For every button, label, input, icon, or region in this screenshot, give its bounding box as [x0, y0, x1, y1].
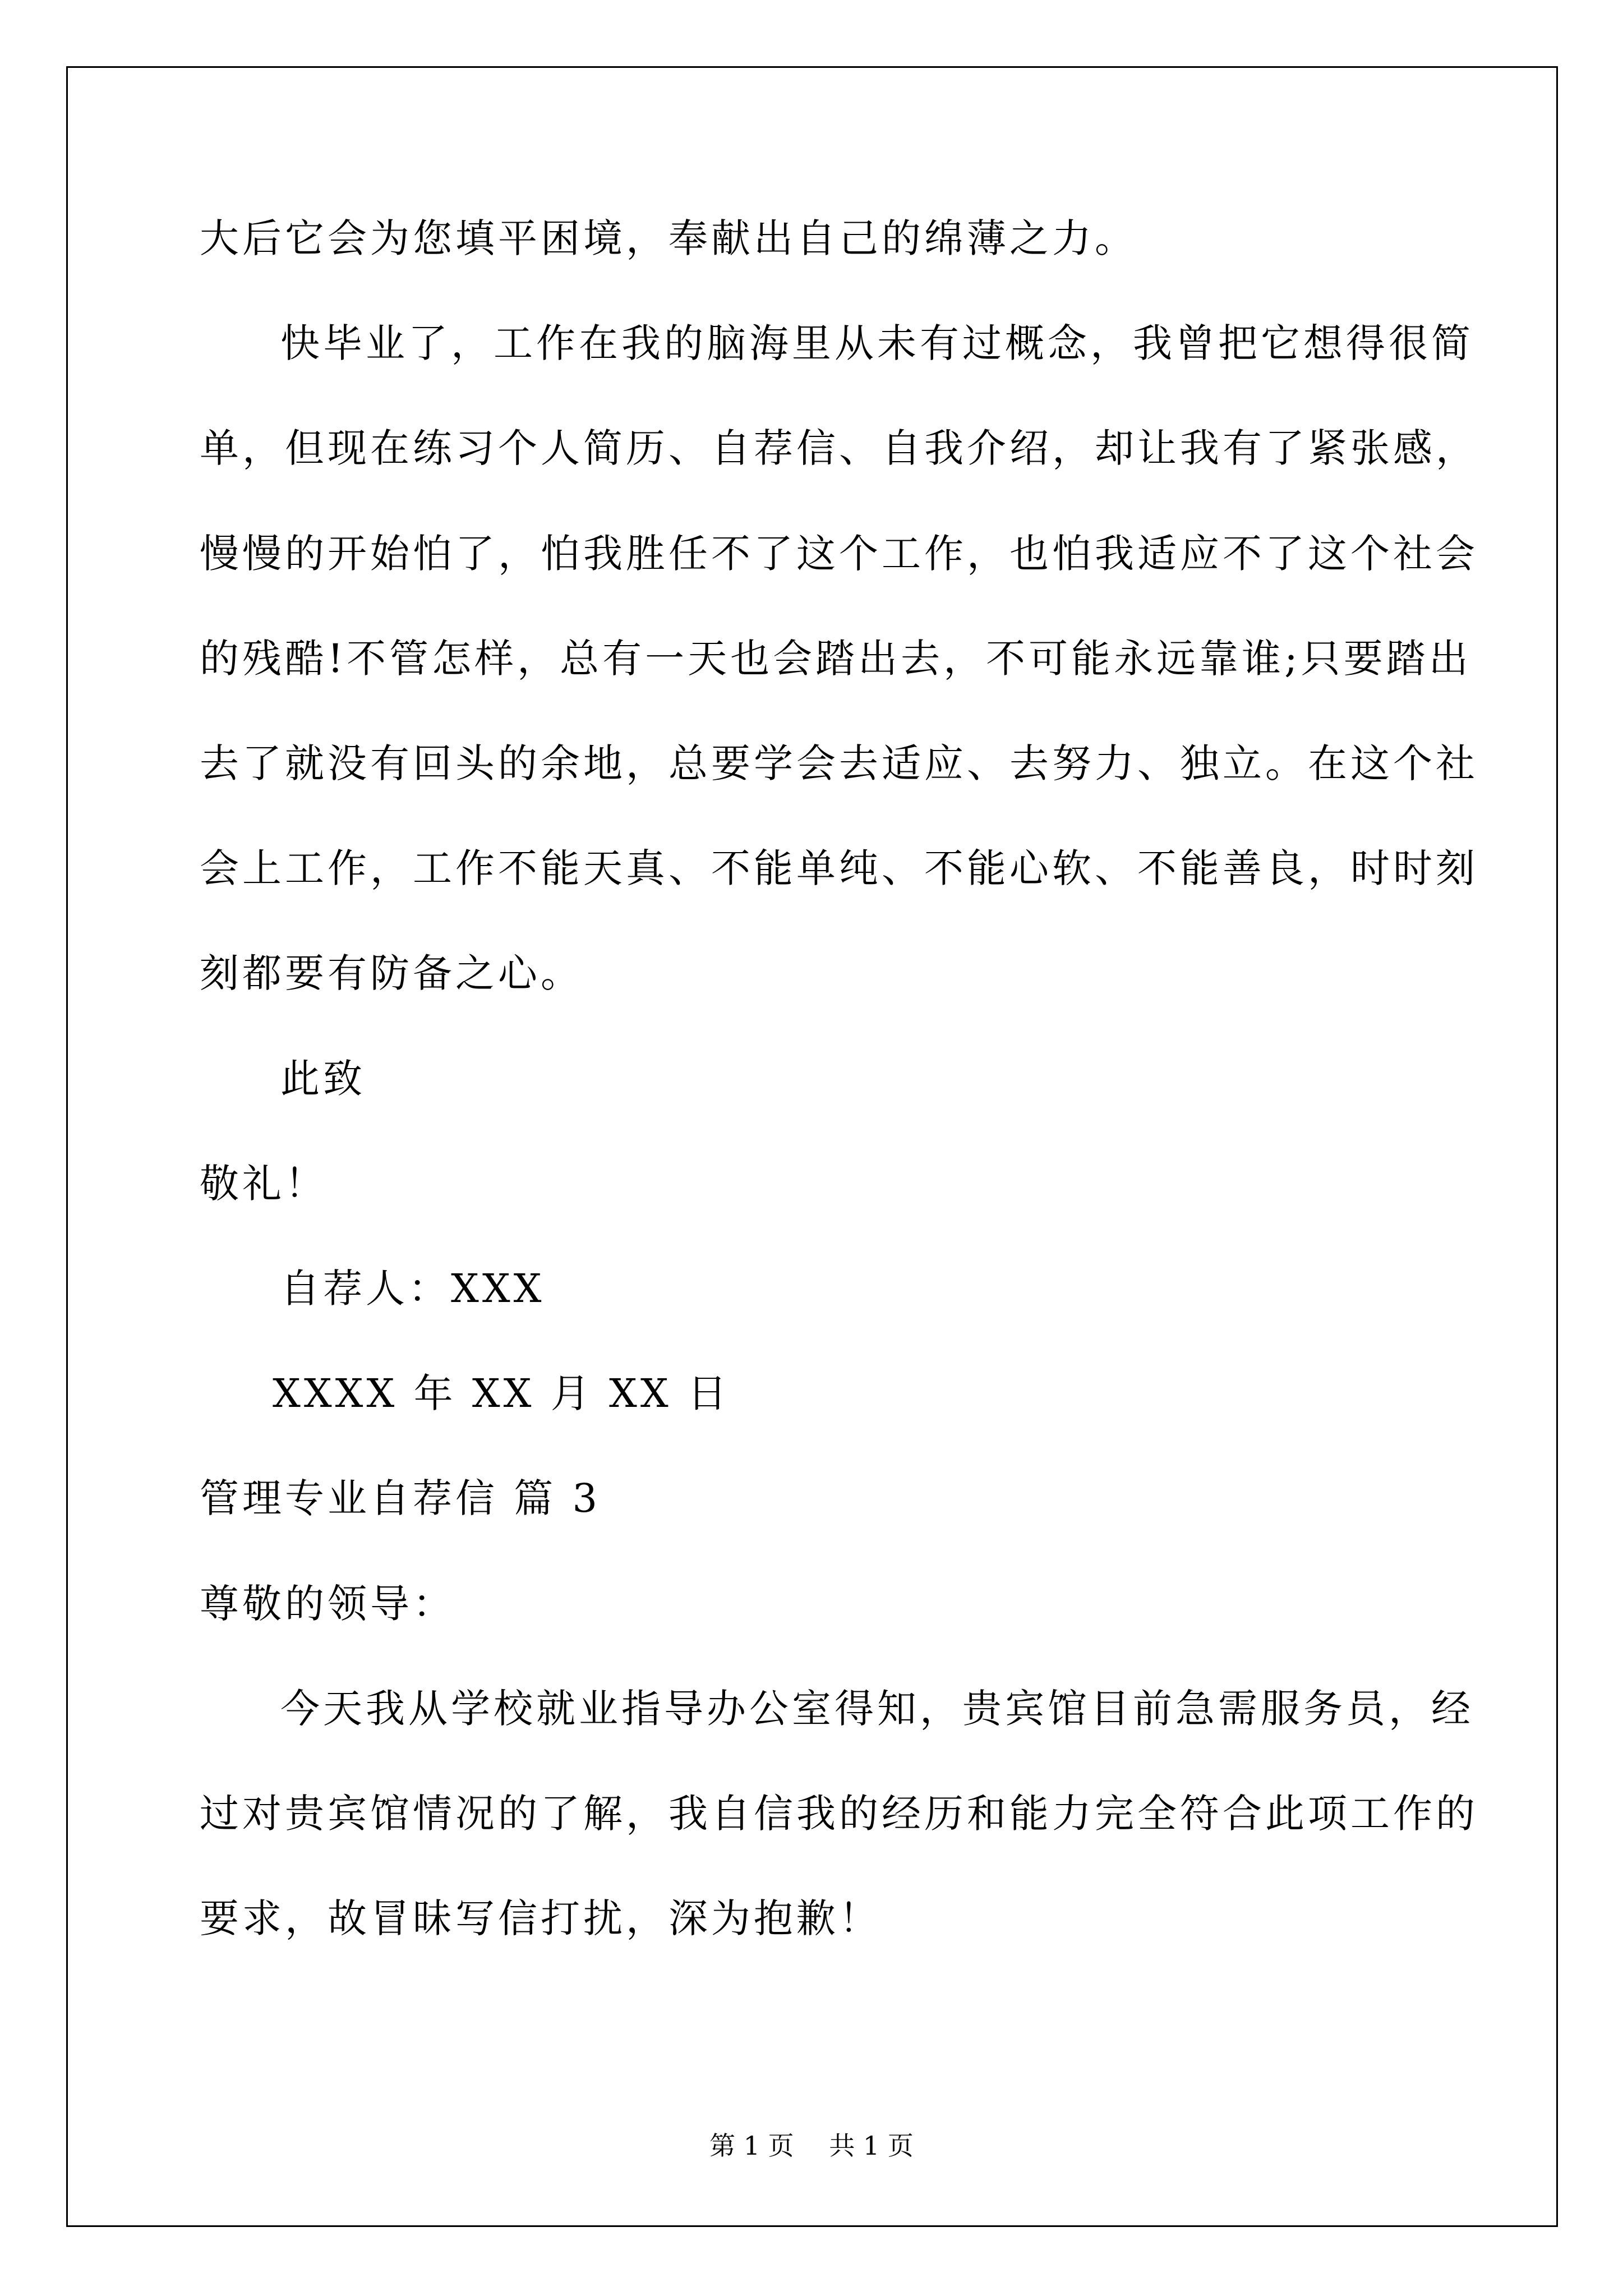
paragraph-line: 过对贵宾馆情况的了解，我自信我的经历和能力完全符合此项工作的: [200, 1791, 1478, 1837]
page-total: 共 1 页: [829, 2131, 914, 2161]
page-footer: [0, 2129, 1623, 2162]
page-number: 第 1 页: [709, 2131, 794, 2161]
greeting-line: 尊敬的领导：: [200, 1581, 455, 1627]
signature-line: 自荐人：XXX: [280, 1266, 545, 1312]
paragraph-line: 大后它会为您填平困境，奉献出自己的绵薄之力。: [200, 215, 1137, 261]
date-line: XXXX 年 XX 月 XX 日: [273, 1370, 730, 1416]
paragraph-line: 单，但现在练习个人简历、自荐信、自我介绍，却让我有了紧张感，: [200, 425, 1478, 471]
paragraph-line: 慢慢的开始怕了，怕我胜任不了这个工作，也怕我适应不了这个社会: [200, 531, 1478, 577]
paragraph-line: 去了就没有回头的余地，总要学会去适应、去努力、独立。在这个社: [200, 740, 1478, 786]
section-heading: 管理专业自荐信 篇 3: [200, 1475, 601, 1521]
paragraph-line: 今天我从学校就业指导办公室得知，贵宾馆目前急需服务员，经: [280, 1686, 1474, 1732]
paragraph-line: 会上工作，工作不能天真、不能单纯、不能心软、不能善良，时时刻: [200, 845, 1478, 891]
paragraph-line: 要求，故冒昧写信打扰，深为抱歉！: [200, 1895, 882, 1941]
closing-regards: 敬礼！: [200, 1161, 328, 1207]
paragraph-line: 的残酷!不管怎样，总有一天也会踏出去，不可能永远靠谁;只要踏出: [200, 636, 1472, 682]
paragraph-line: 快毕业了，工作在我的脑海里从未有过概念，我曾把它想得很简: [280, 320, 1474, 366]
closing-salutation: 此致: [280, 1056, 366, 1102]
paragraph-line: 刻都要有防备之心。: [200, 950, 583, 996]
